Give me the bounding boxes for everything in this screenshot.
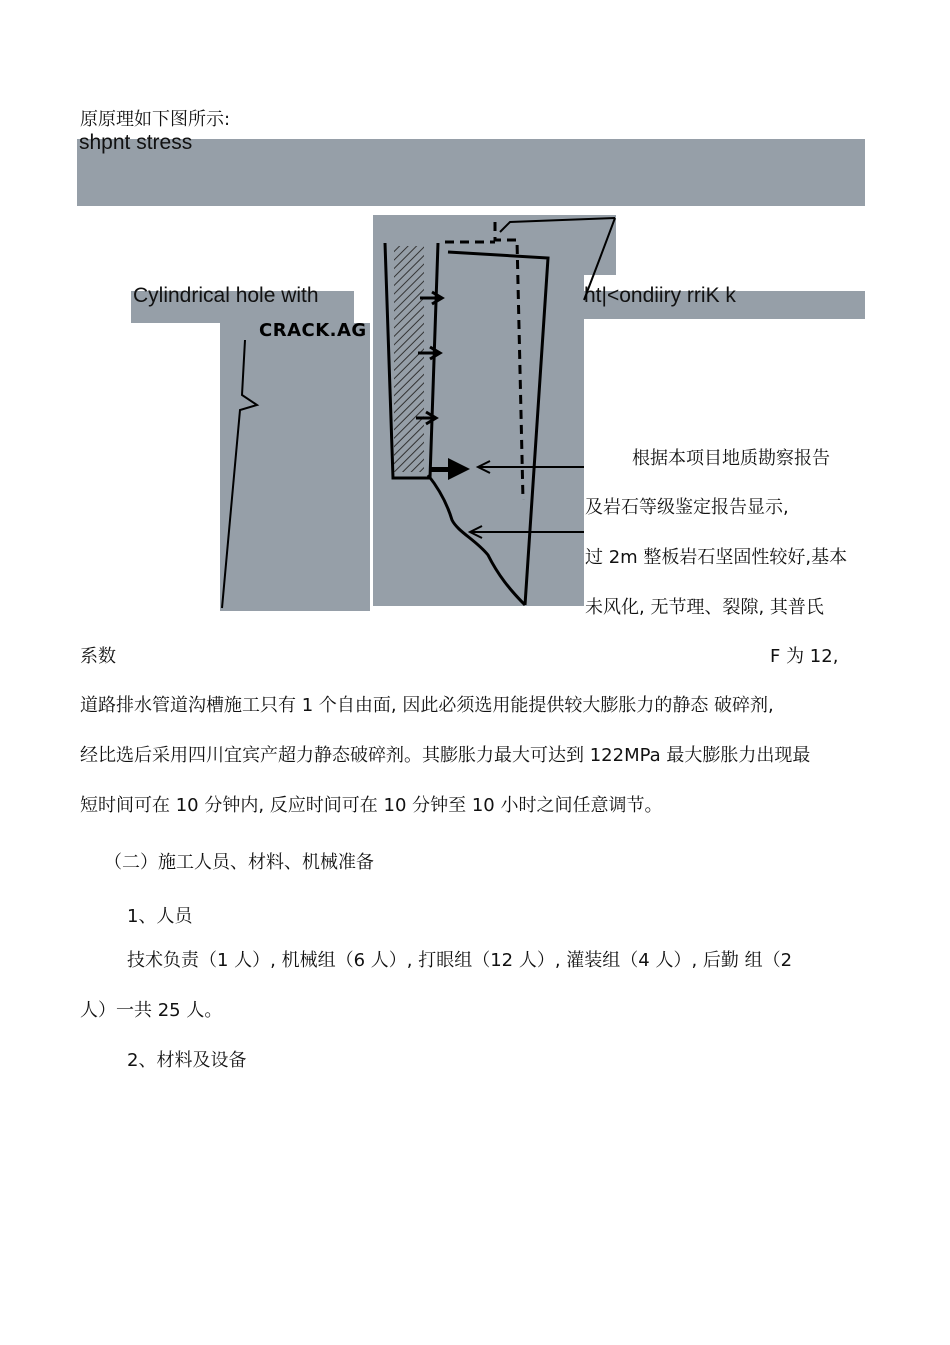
item1-body-line-1: 技术负责（1 人）, 机械组（6 人）, 打眼组（12 人）, 灌装组（4 人）, 后勤 组（2 [127,950,793,971]
side-text-line-1: 根据本项目地质勘察报告 [632,448,830,469]
crack-label: CRACK.AG [259,320,367,341]
main-arrow [430,458,470,480]
item1-title: 1、人员 [127,906,193,927]
side-text-line-3: 过 2m 整板岩石坚固性较好,基本 [585,547,848,568]
pointer-arrow-lower [470,526,584,538]
body-line-3: 短时间可在 10 分钟内, 反应时间可在 10 分钟至 10 小时之间任意调节。 [80,795,663,816]
intro-text: 原原理如下图所示: [80,109,231,130]
side-text-line-2: 及岩石等级鉴定报告显示, [585,497,789,518]
hatched-wall [394,246,424,472]
fracture-curve [428,475,525,605]
block-outline [448,252,548,605]
dashed-block [495,222,523,500]
body-line-2: 经比选后采用四川宜宾产超力静态破碎剂。其膨胀力最大可达到 122MPa 最大膨胀力出现最 [80,745,811,766]
hole-crack-diagram [0,0,950,640]
item2-title: 2、材料及设备 [127,1050,247,1071]
section-heading: （二）施工人员、材料、机械准备 [104,852,374,873]
figure-label-left: Cylindrical hole with [133,284,319,307]
figure-label-right: ht|<ondiiry rriK k [584,284,736,307]
coef-left: 系数 [80,646,116,667]
coef-right: F 为 12, [770,646,839,667]
left-crack-line [222,340,257,608]
pointer-arrow-upper [478,461,584,473]
leader-line [500,218,615,300]
figure-caption-top: shpnt stress [79,131,193,154]
side-text-line-4: 未风化, 无节理、裂隙, 其普氏 [585,597,824,618]
figure [0,0,950,640]
item1-body-line-2: 人）一共 25 人。 [80,1000,223,1021]
body-line-1: 道路排水管道沟槽施工只有 1 个自由面, 因此必须选用能提供较大膨胀力的静态 破碎剂, [80,695,774,716]
